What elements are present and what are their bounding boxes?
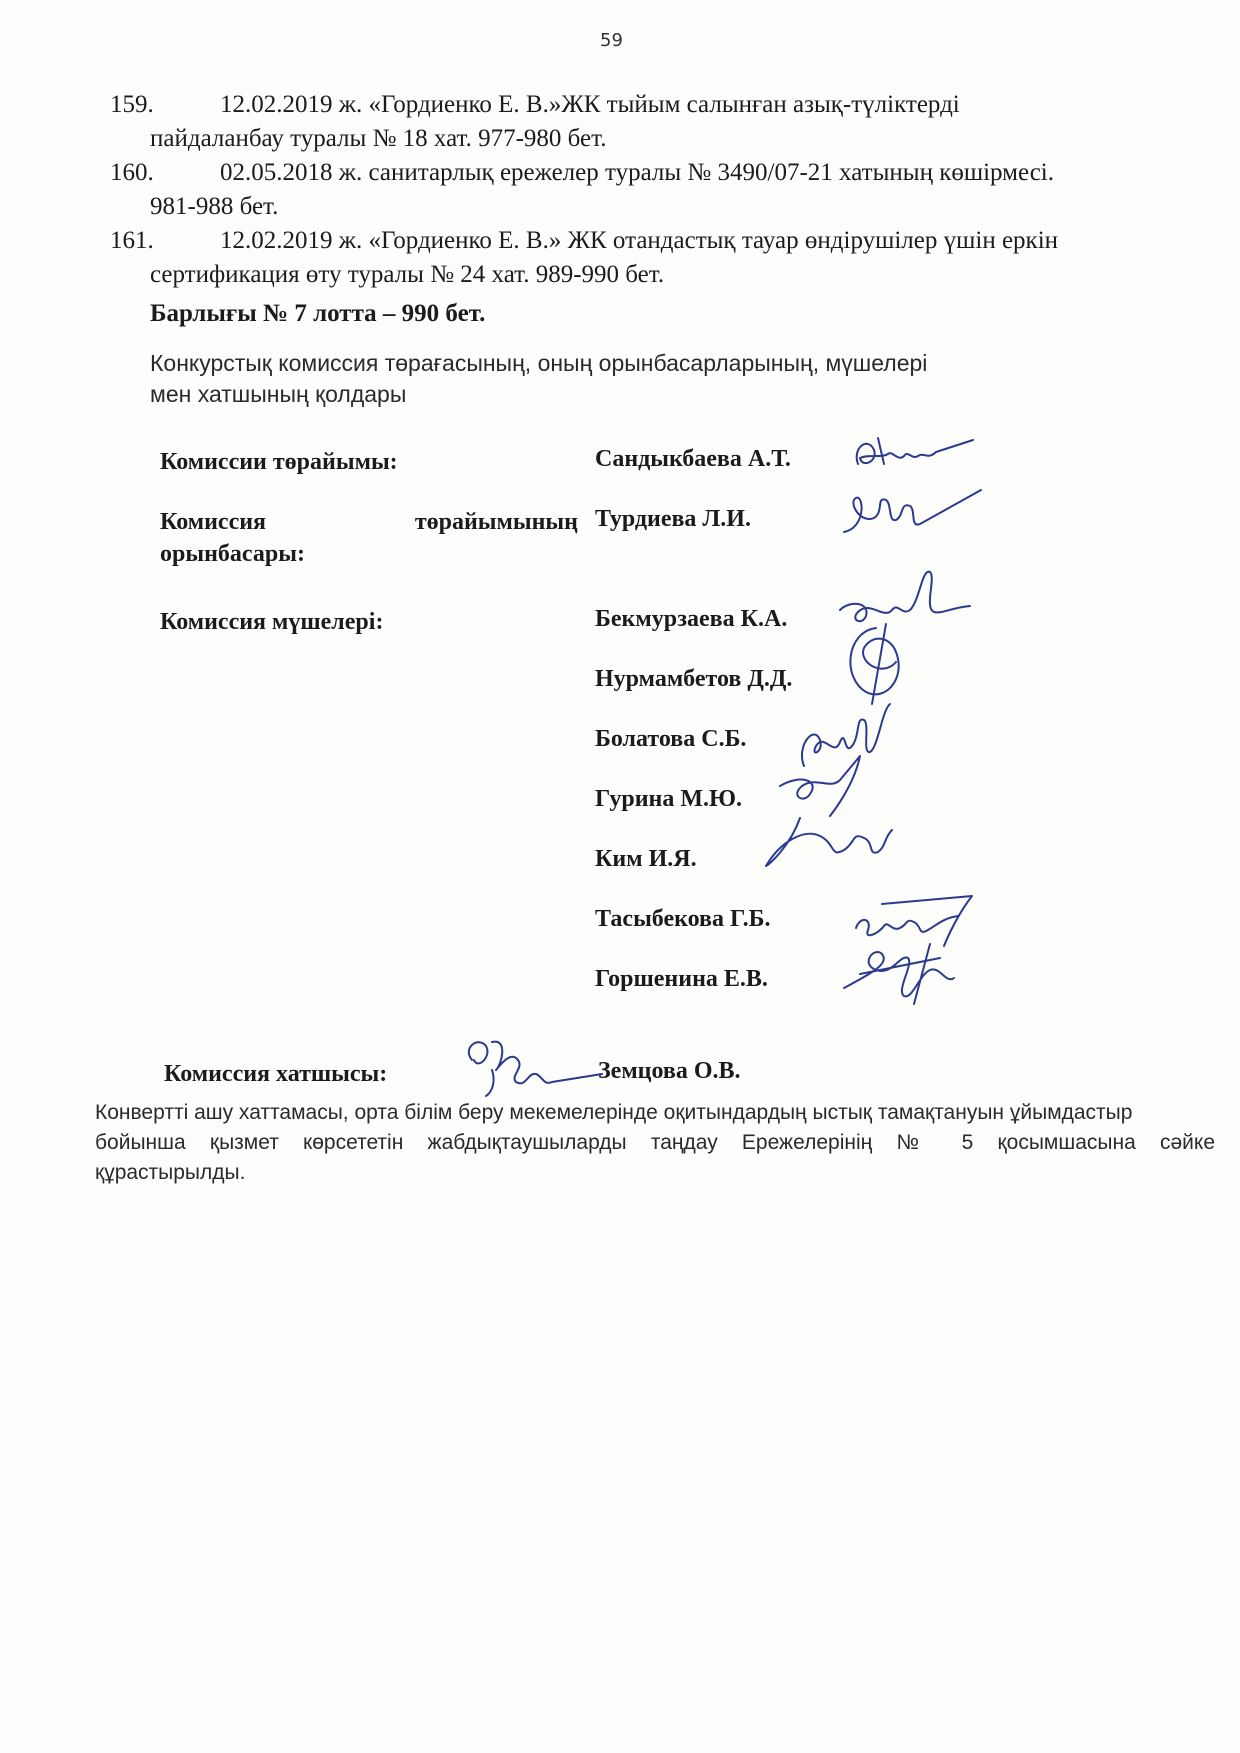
item-number: 160.: [110, 159, 154, 186]
list-item: [110, 88, 1200, 156]
total-pages: Барлығы № 7 лотта – 990 бет.: [150, 300, 486, 327]
deputy-label: [160, 506, 578, 570]
chair-label: Комиссии төрайымы:: [160, 449, 398, 475]
deputy-label-word: төрайымының: [414, 509, 578, 535]
secretary-name: Земцова О.В.: [598, 1058, 741, 1084]
intro-line: мен хатшының қолдары: [150, 381, 407, 407]
list-item: [110, 156, 1200, 224]
secretary-signature: [452, 1030, 612, 1100]
footer-line: бойынша қызмет көрсететін жабдықтаушыларды таңдау Ережелерінің № 5 қосымшасына сәйке: [95, 1131, 1215, 1154]
footer-line: Конвертті ашу хаттамасы, орта білім беру мекемелерінде оқитындардың ыстық тамақтануын ұйымдастыр: [95, 1101, 1133, 1124]
deputy-label-line: орынбасары:: [160, 541, 305, 567]
member-name: Тасыбекова Г.Б.: [595, 906, 771, 932]
secretary-label: Комиссия хатшысы:: [164, 1061, 388, 1087]
item-text: 12.02.2019 ж. «Гордиенко Е. В.»ЖК тыйым салынған азық-түліктерді: [220, 91, 960, 118]
member-name: Бекмурзаева К.А.: [595, 606, 788, 632]
chair-name: Сандыкбаева А.Т.: [595, 446, 791, 472]
footer-note: [95, 1098, 1215, 1188]
footer-line: құрастырылды.: [95, 1161, 246, 1184]
members-label: Комиссия мүшелері:: [160, 609, 384, 635]
item-text: 02.05.2018 ж. санитарлық ережелер туралы № 3490/07-21 хатының көшірмесі.: [220, 159, 1054, 186]
item-number: 161.: [110, 227, 154, 254]
list-item: [110, 224, 1200, 292]
deputy-signature: [836, 484, 986, 544]
deputy-name: Турдиева Л.И.: [595, 506, 751, 532]
item-text-continued: сертификация өту туралы № 24 хат. 989-990 бет.: [150, 261, 665, 288]
item-text: 12.02.2019 ж. «Гордиенко Е. В.» ЖК отандастық тауар өндірушілер үшін еркін: [220, 227, 1059, 254]
page-number: 59: [600, 30, 623, 51]
member-name: Ким И.Я.: [595, 846, 697, 872]
signatures-intro: [150, 348, 1050, 410]
member-signature: [830, 934, 970, 1008]
member-name: Нурмамбетов Д.Д.: [595, 666, 793, 692]
item-text-continued: пайдаланбау туралы № 18 хат. 977-980 бет.: [150, 125, 607, 152]
member-name: Гурина М.Ю.: [595, 786, 743, 812]
member-signature: [760, 746, 900, 876]
member-name: Болатова С.Б.: [595, 726, 747, 752]
intro-line: Конкурстық комиссия төрағасының, оның орынбасарларының, мүшелері: [150, 350, 928, 376]
member-name: Горшенина Е.В.: [595, 966, 768, 992]
chair-signature: [848, 428, 978, 484]
item-number: 159.: [110, 91, 154, 118]
item-text-continued: 981-988 бет.: [150, 193, 279, 220]
member-signature: [836, 618, 916, 708]
deputy-label-word: Комиссия: [160, 509, 267, 535]
